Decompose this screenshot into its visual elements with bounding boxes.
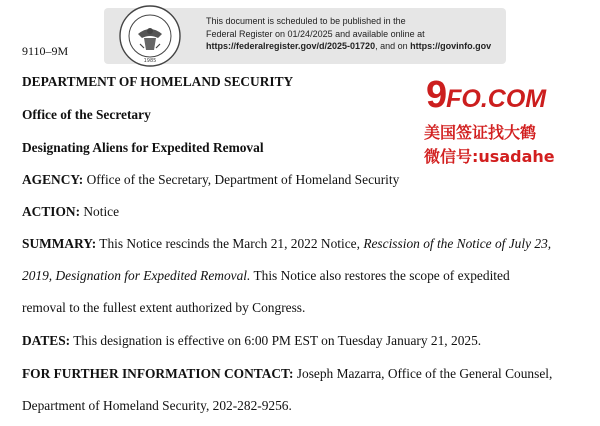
contact-label: FOR FURTHER INFORMATION CONTACT:: [22, 366, 294, 381]
agency-label: AGENCY:: [22, 172, 84, 187]
dates-line: [22, 333, 481, 349]
office-heading: Office of the Secretary: [22, 107, 151, 122]
summary-line-1: [22, 236, 551, 252]
action-value: Notice: [80, 204, 120, 219]
summary-text-1a: This Notice rescinds the March 21, 2022 Notice,: [96, 236, 364, 251]
banner-line-3: [206, 40, 506, 53]
banner-mid-text: , and on: [375, 41, 411, 51]
banner-line-1: This document is scheduled to be published in the: [206, 16, 406, 26]
summary-text-1b: Rescission of the Notice of July 23,: [363, 236, 552, 251]
document-title: Designating Aliens for Expedited Removal: [22, 140, 264, 155]
banner-text: [206, 15, 506, 53]
govinfo-link[interactable]: https://govinfo.gov: [410, 41, 492, 51]
agency-line: [22, 172, 399, 188]
dates-value: This designation is effective on 6:00 PM EST on Tuesday January 21, 2025.: [70, 333, 482, 348]
watermark-logo-text: FO.COM: [446, 85, 547, 113]
document-number: 9110–9M: [22, 44, 69, 58]
summary-text-2b: This Notice also restores the scope of expedited: [250, 268, 510, 283]
archives-seal-icon: [118, 4, 182, 68]
action-label: ACTION:: [22, 204, 81, 219]
svg-text:1985: 1985: [143, 58, 157, 64]
summary-text-2a: 2019, Designation for Expedited Removal.: [22, 268, 251, 283]
dates-label: DATES:: [22, 333, 71, 348]
banner-line-2: Federal Register on 01/24/2025 and available online at: [206, 28, 425, 39]
summary-label: SUMMARY:: [22, 236, 97, 251]
contact-value: Joseph Mazarra, Office of the General Counsel,: [293, 366, 553, 381]
summary-line-2: [22, 268, 510, 284]
agency-value: Office of the Secretary, Department of Homeland Security: [83, 172, 400, 187]
action-line: [22, 204, 119, 220]
contact-line-2: Department of Homeland Security, 202-282-9256.: [22, 398, 292, 413]
watermark-logo-digit: 9: [426, 74, 447, 116]
watermark-line-2: 微信号:usadahe: [424, 147, 555, 166]
department-heading: DEPARTMENT OF HOMELAND SECURITY: [22, 74, 294, 89]
contact-line-1: [22, 366, 552, 382]
watermark-logo: [426, 74, 546, 117]
summary-line-3: removal to the fullest extent authorized by Congress.: [22, 300, 306, 315]
watermark-line-1: 美国签证找大鹤: [424, 123, 537, 142]
federal-register-link[interactable]: https://federalregister.gov/d/2025-01720: [206, 41, 376, 51]
